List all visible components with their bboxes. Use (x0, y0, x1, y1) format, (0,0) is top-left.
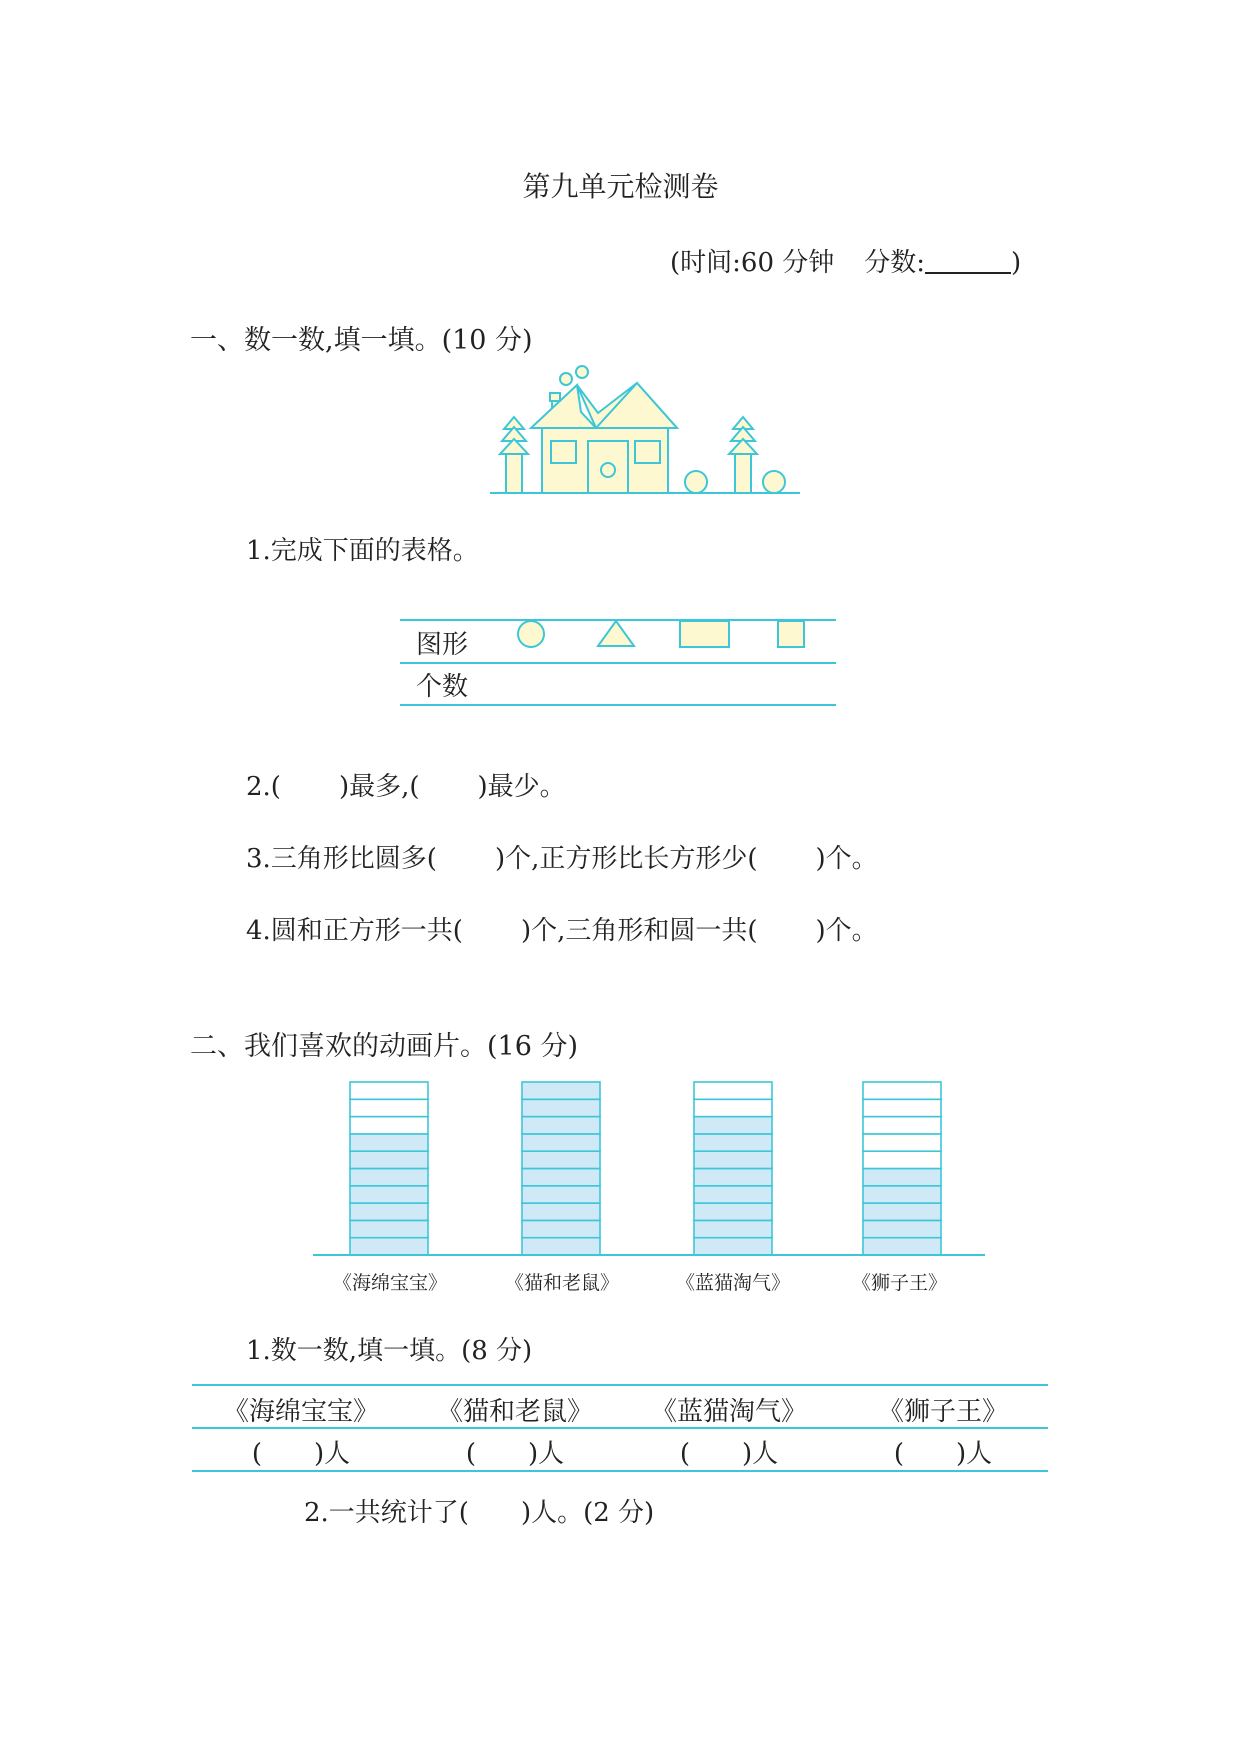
shape-icons (510, 618, 830, 662)
score-label: 分数: (864, 248, 926, 278)
shape-row-label: 图形 (416, 630, 469, 660)
exam-meta (670, 242, 1021, 279)
bar-cell-filled (863, 1203, 941, 1220)
bar-4 (863, 1082, 941, 1255)
bar-cell-filled (350, 1238, 428, 1255)
bar-cell-filled (350, 1134, 428, 1151)
rectangle-shape-icon (680, 621, 729, 647)
bar-cell-filled (522, 1186, 600, 1203)
bar-cell-filled (694, 1151, 772, 1168)
result-header: 《狮子王》 (877, 1397, 1008, 1427)
s1-q2: 2.( )最多,( )最少。 (246, 772, 566, 802)
bar-cell-filled (522, 1117, 600, 1134)
circle-shape-icon (518, 621, 544, 647)
bar-cell-filled (522, 1220, 600, 1237)
tree-trunk-left (506, 454, 522, 493)
bar-cell-filled (694, 1203, 772, 1220)
smoke-circle-1 (560, 373, 572, 385)
s1-q4: 4.圆和正方形一共( )个,三角形和圆一共( )个。 (246, 916, 878, 946)
bar-cell-empty (863, 1099, 941, 1116)
bar-cell-filled (863, 1220, 941, 1237)
result-answer-cell[interactable]: ( )人 (465, 1439, 565, 1469)
bar-cell-filled (694, 1117, 772, 1134)
shape-table-bottom-line (400, 704, 836, 706)
bar-cell-filled (694, 1238, 772, 1255)
bar-cell-filled (522, 1169, 600, 1186)
bar-cell-filled (694, 1220, 772, 1237)
door-knob-circle (601, 463, 615, 477)
result-header: 《海绵宝宝》 (222, 1397, 379, 1427)
result-answer-cell[interactable]: ( )人 (893, 1439, 993, 1469)
bar-cell-filled (522, 1151, 600, 1168)
bar-cell-filled (350, 1220, 428, 1237)
ground-circle-2 (763, 471, 785, 493)
s1-q1: 1.完成下面的表格。 (246, 536, 479, 566)
result-table-bottom-line (192, 1470, 1048, 1472)
s2-q2: 2.一共统计了( )人。(2 分) (304, 1498, 655, 1528)
bar-cell-filled (522, 1203, 600, 1220)
bar-2 (522, 1082, 600, 1255)
result-table-top-line (192, 1384, 1048, 1386)
smoke-circle-2 (576, 366, 588, 378)
bar-cell-filled (863, 1238, 941, 1255)
bar-cell-empty (350, 1082, 428, 1099)
window-right (635, 441, 660, 463)
meta-close: ) (1011, 248, 1022, 278)
score-blank[interactable] (925, 248, 1011, 274)
bar-cell-empty (863, 1151, 941, 1168)
triangle-shape-icon (598, 621, 634, 646)
bar-cell-filled (350, 1203, 428, 1220)
chimney-cap (550, 393, 560, 401)
bar-cell-empty (863, 1117, 941, 1134)
chart-category-label: 《海绵宝宝》 (333, 1272, 448, 1294)
bar-cell-filled (863, 1186, 941, 1203)
bar-cell-filled (350, 1186, 428, 1203)
bar-cell-filled (694, 1134, 772, 1151)
bar-chart (310, 1070, 990, 1260)
bar-cell-empty (863, 1134, 941, 1151)
tree-trunk-right (735, 454, 751, 493)
bar-cell-filled (863, 1169, 941, 1186)
result-header: 《猫和老鼠》 (436, 1397, 593, 1427)
chart-category-label: 《狮子王》 (852, 1272, 948, 1294)
house-illustration (490, 365, 810, 500)
square-shape-icon (778, 621, 804, 647)
bar-cell-filled (694, 1186, 772, 1203)
chart-category-label: 《蓝猫淘气》 (676, 1272, 791, 1294)
bar-cell-empty (863, 1082, 941, 1099)
bar-cell-filled (522, 1238, 600, 1255)
result-answer-cell[interactable]: ( )人 (679, 1439, 779, 1469)
section1-heading: 一、数一数,填一填。(10 分) (190, 325, 533, 356)
shape-table-mid-line (400, 662, 836, 664)
result-answer-cell[interactable]: ( )人 (251, 1439, 351, 1469)
bar-cell-empty (694, 1099, 772, 1116)
bar-cell-filled (522, 1099, 600, 1116)
count-row-answer-area[interactable] (500, 666, 830, 702)
bar-cell-filled (694, 1169, 772, 1186)
time-label: (时间:60 分钟 (670, 248, 835, 278)
result-header: 《蓝猫淘气》 (650, 1397, 807, 1427)
chart-category-label: 《猫和老鼠》 (505, 1272, 620, 1294)
bar-cell-filled (522, 1082, 600, 1099)
bar-cell-empty (350, 1099, 428, 1116)
s1-q3: 3.三角形比圆多( )个,正方形比长方形少( )个。 (246, 844, 878, 874)
bar-cell-filled (350, 1151, 428, 1168)
ground-circle-1 (685, 471, 707, 493)
bar-cell-empty (694, 1082, 772, 1099)
count-row-label: 个数 (416, 672, 469, 702)
window-left (551, 441, 576, 463)
bar-cell-empty (350, 1117, 428, 1134)
bar-cell-filled (522, 1134, 600, 1151)
bar-cell-filled (350, 1169, 428, 1186)
s2-q1: 1.数一数,填一填。(8 分) (246, 1336, 533, 1366)
section2-heading: 二、我们喜欢的动画片。(16 分) (190, 1031, 579, 1062)
page-title: 第九单元检测卷 (522, 170, 719, 203)
bar-3 (694, 1082, 772, 1255)
bar-1 (350, 1082, 428, 1255)
